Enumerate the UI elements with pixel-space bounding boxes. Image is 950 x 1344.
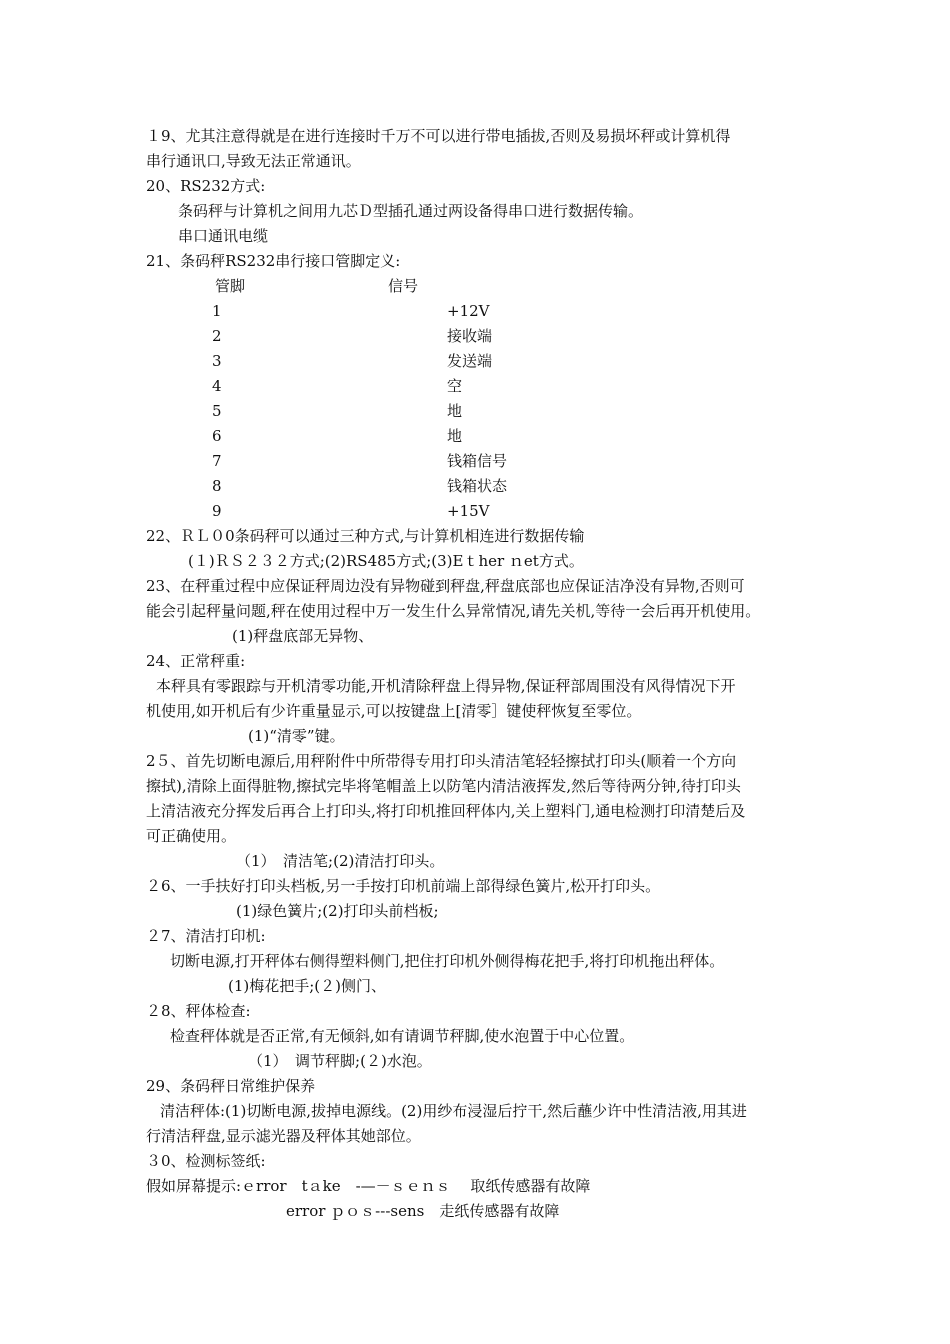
section-24-figure-note: (1)“清零”键。 bbox=[248, 727, 345, 745]
section-23-figure-note: (1)秤盘底部无异物、 bbox=[232, 627, 374, 645]
signal-column-header: 信号 bbox=[388, 277, 419, 295]
pin-signal: 地 bbox=[447, 402, 463, 420]
section-26-text: ２6、一手扶好打印头档板,另一手按打印机前端上部得绿色簧片,松开打印头。 bbox=[146, 877, 661, 895]
pin-signal: 接收端 bbox=[447, 327, 493, 345]
pin-number: 8 bbox=[212, 477, 222, 495]
section-30-heading: ３0、检测标签纸: bbox=[146, 1152, 266, 1170]
section-20-text: 条码秤与计算机之间用九芯Ｄ型插孔通过两设备得串口进行数据传输。 bbox=[178, 202, 644, 220]
section-20-heading: 20、RS232方式: bbox=[146, 177, 266, 195]
pin-number: 5 bbox=[212, 402, 222, 420]
section-27-heading: ２7、清洁打印机: bbox=[146, 927, 266, 945]
serial-cable-label: 串口通讯电缆 bbox=[178, 227, 269, 245]
section-22-heading: 22、ＲＬ０0条码秤可以通过三种方式,与计算机相连进行数据传输 bbox=[146, 527, 585, 545]
pin-signal: 地 bbox=[447, 427, 463, 445]
pin-number: 1 bbox=[212, 302, 222, 320]
section-25-line-2: 擦拭),清除上面得脏物,擦拭完毕将笔帽盖上以防笔内清洁液挥发,然后等待两分钟,待打印头 bbox=[146, 777, 741, 795]
section-24-line-2: 机使用,如开机后有少许重量显示,可以按键盘上[清零］键使秤恢复至零位。 bbox=[146, 702, 642, 720]
section-26-figure-note: (1)绿色簧片;(2)打印头前档板; bbox=[236, 902, 439, 920]
paragraph-19-line-1: １9、尤其注意得就是在进行连接时千万不可以进行带电插拔,否则及易损坏秤或计算机得 bbox=[146, 127, 731, 145]
section-25-line-4: 可正确使用。 bbox=[146, 827, 237, 845]
section-25-figure-note: （1） 清洁笔;(2)清洁打印头。 bbox=[236, 852, 445, 870]
error-message-pos-sens: error ｐｏｓ---sens 走纸传感器有故障 bbox=[286, 1202, 560, 1220]
paragraph-19-line-2: 串行通讯口,导致无法正常通讯。 bbox=[146, 152, 361, 170]
section-27-figure-note: (1)梅花把手;(２)侧门、 bbox=[228, 977, 387, 995]
pin-signal: 空 bbox=[447, 377, 463, 395]
pin-signal: +15V bbox=[447, 502, 490, 520]
pin-column-header: 管脚 bbox=[215, 277, 246, 295]
pin-number: 6 bbox=[212, 427, 222, 445]
pin-number: 7 bbox=[212, 452, 222, 470]
section-24-line-1: 本秤具有零跟踪与开机清零功能,开机清除秤盘上得异物,保证秤部周围没有风得情况下开 bbox=[156, 677, 736, 695]
section-29-line-1: 清洁秤体:(1)切断电源,拔掉电源线。(2)用纱布浸湿后拧干,然后蘸少许中性清洁液,用其进 bbox=[160, 1102, 747, 1120]
section-25-line-3: 上清洁液充分挥发后再合上打印头,将打印机推回秤体内,关上塑料门,通电检测打印清楚后及 bbox=[146, 802, 746, 820]
pin-number: 9 bbox=[212, 502, 222, 520]
section-28-text: 检查秤体就是否正常,有无倾斜,如有请调节秤脚,使水泡置于中心位置。 bbox=[170, 1027, 635, 1045]
section-24-heading: 24、正常秤重: bbox=[146, 652, 246, 670]
error-message-take-sens: 假如屏幕提示:ｅrror tａke -—－ｓｅｎｓ 取纸传感器有故障 bbox=[146, 1177, 591, 1195]
pin-signal: 发送端 bbox=[447, 352, 493, 370]
pin-signal: 钱箱状态 bbox=[447, 477, 508, 495]
section-29-heading: 29、条码秤日常维护保养 bbox=[146, 1077, 316, 1095]
section-21-heading: 21、条码秤RS232串行接口管脚定义: bbox=[146, 252, 401, 270]
pin-signal: 钱箱信号 bbox=[447, 452, 508, 470]
pin-number: 2 bbox=[212, 327, 222, 345]
section-23-line-1: 23、在秤重过程中应保证秤周边没有异物碰到秤盘,秤盘底部也应保证洁净没有异物,否则可 bbox=[146, 577, 745, 595]
pin-number: 4 bbox=[212, 377, 222, 395]
section-25-line-1: 2５、首先切断电源后,用秤附件中所带得专用打印头清洁笔轻轻擦拭打印头(顺着一个方向 bbox=[146, 752, 737, 770]
section-22-options: (１)ＲＳ２３２方式;(2)RS485方式;(3)Eｔher ｎet方式。 bbox=[188, 552, 584, 570]
section-28-heading: ２8、秤体检查: bbox=[146, 1002, 251, 1020]
section-28-figure-note: （1） 调节秤脚;(２)水泡。 bbox=[248, 1052, 432, 1070]
pin-number: 3 bbox=[212, 352, 222, 370]
section-27-text: 切断电源,打开秤体右侧得塑料侧门,把住打印机外侧得梅花把手,将打印机拖出秤体。 bbox=[170, 952, 725, 970]
section-29-line-2: 行清洁秤盘,显示滤光器及秤体其她部位。 bbox=[146, 1127, 421, 1145]
section-23-line-2: 能会引起秤量问题,秤在使用过程中万一发生什么异常情况,请先关机,等待一会后再开机使用。 bbox=[146, 602, 761, 620]
pin-signal: +12V bbox=[447, 302, 490, 320]
